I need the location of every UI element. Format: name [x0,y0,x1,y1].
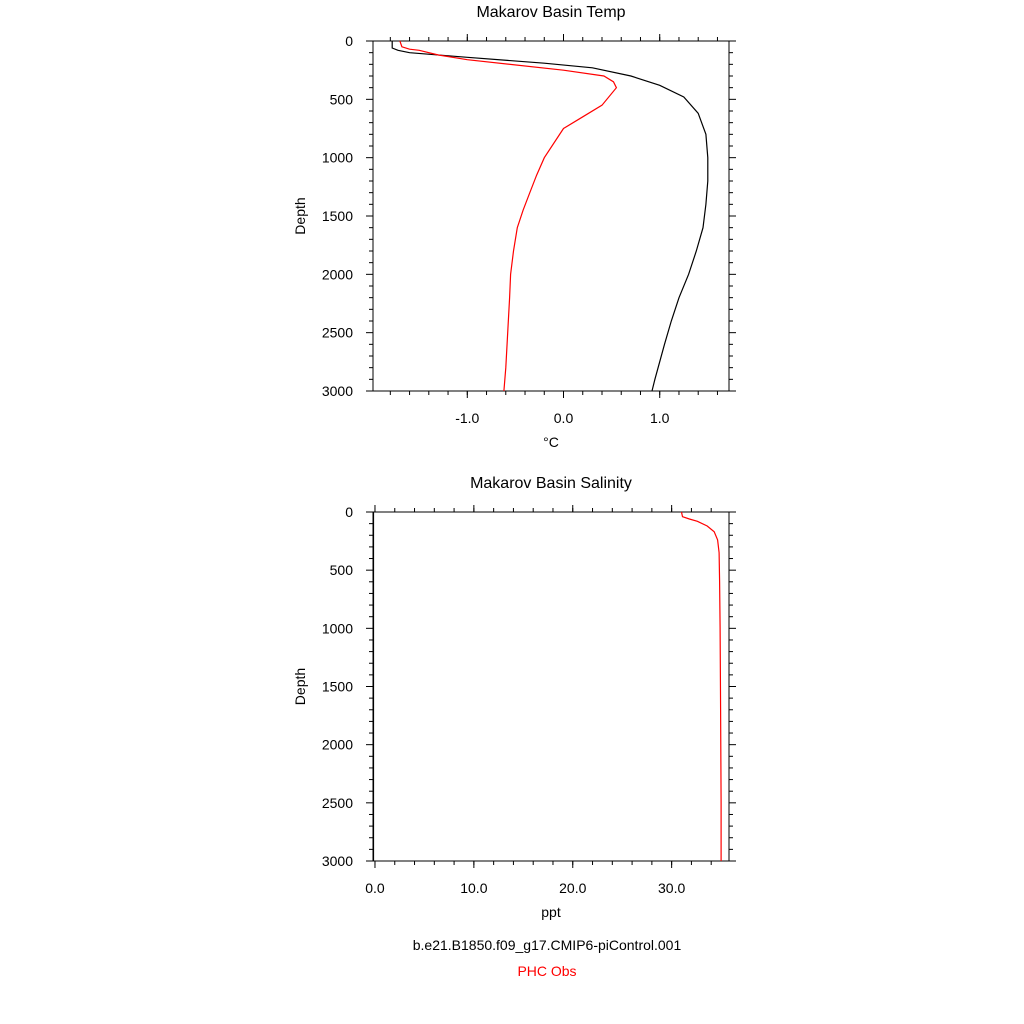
temp-ytick-label: 3000 [321,383,353,399]
salinity-ytick-label: 1000 [321,620,353,637]
temp-series-line-obs [400,41,617,391]
salinity-ytick-label: 1500 [321,678,353,695]
salinity-series-line-obs [682,512,722,861]
salinity-ytick-label: 2500 [321,794,353,811]
temp-xtick-label: 0.0 [553,410,574,426]
temp-chart-title: Makarov Basin Temp [476,4,626,21]
temp-xtick-label: -1.0 [455,410,480,426]
salinity-y-axis-label: Depth [292,667,308,706]
temp-xtick-label: 1.0 [649,410,670,426]
temp-ytick-label: 2500 [321,324,353,341]
salinity-ytick-label: 2000 [321,736,353,753]
salinity-ytick-label: 500 [329,562,353,579]
temp-y-axis-label: Depth [292,197,308,235]
temp-ytick-label: 1000 [321,149,353,166]
temp-ytick-label: 0 [345,33,353,49]
salinity-ytick-label: 3000 [321,853,353,869]
salinity-chart-title: Makarov Basin Salinity [470,475,632,492]
temp-ytick-label: 500 [329,91,353,108]
temp-series-line-model [392,41,708,391]
salinity-xtick-label: 30.0 [658,880,686,896]
salinity-xtick-label: 0.0 [365,880,385,896]
temp-x-axis-label: °C [543,434,559,450]
temp-panel [292,4,736,450]
legend-obs-label: PHC Obs [517,963,577,979]
salinity-plot-frame [373,512,729,861]
salinity-panel [292,475,736,920]
legend-model-label: b.e21.B1850.f09_g17.CMIP6-piControl.001 [412,937,682,953]
salinity-xtick-label: 10.0 [460,880,488,896]
temp-ytick-label: 2000 [321,266,353,283]
salinity-ytick-label: 0 [345,504,353,520]
temp-ytick-label: 1500 [321,208,353,224]
salinity-x-axis-label: ppt [541,904,561,920]
salinity-xtick-label: 20.0 [559,880,587,896]
